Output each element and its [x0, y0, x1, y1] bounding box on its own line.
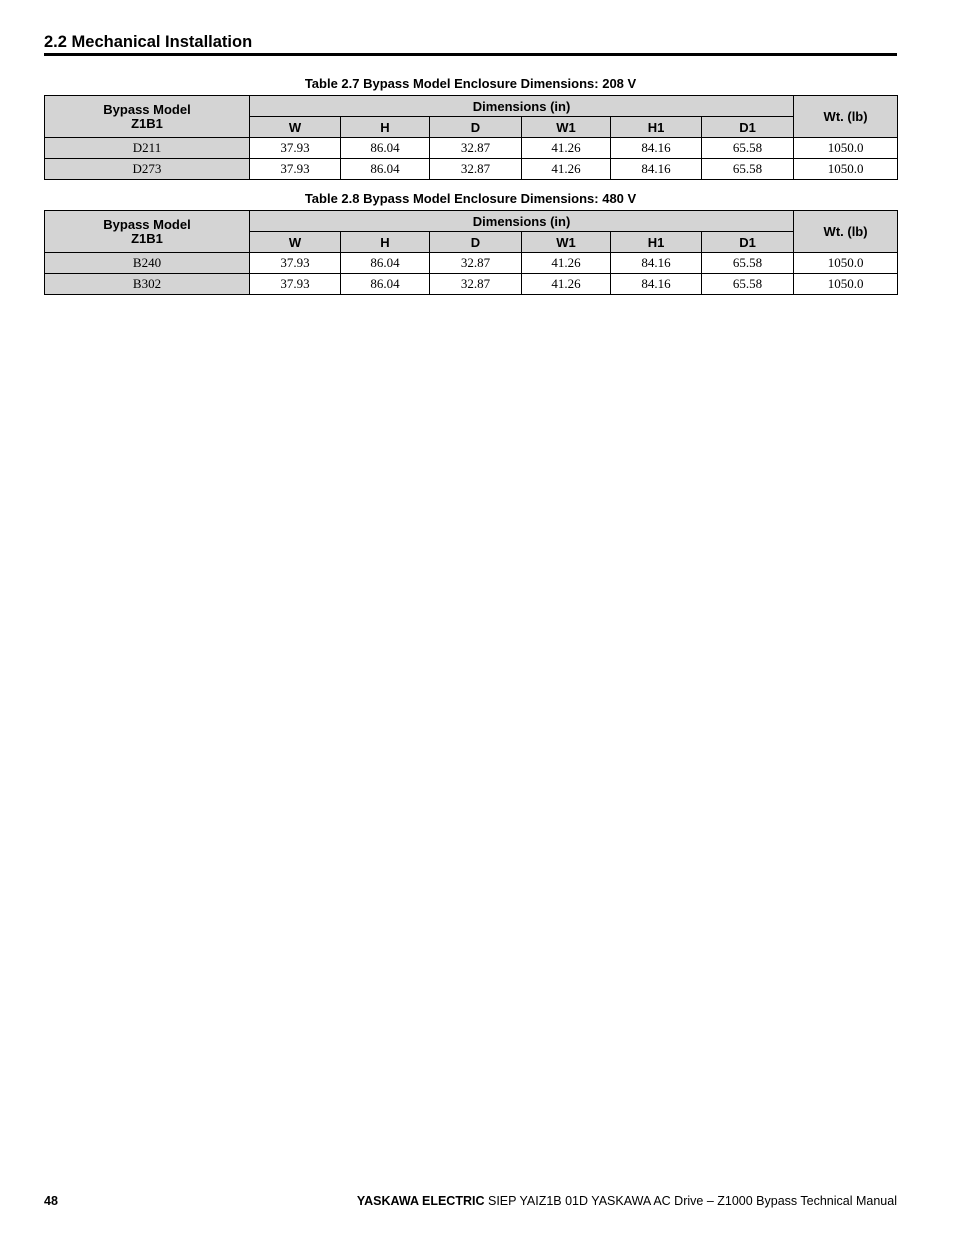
- cell-h1: 84.16: [611, 138, 702, 159]
- cell-w: 37.93: [250, 253, 341, 274]
- cell-w1: 41.26: [522, 138, 611, 159]
- cell-d1: 65.58: [702, 159, 794, 180]
- cell-h: 86.04: [341, 138, 430, 159]
- table-caption-2-8: Table 2.8 Bypass Model Enclosure Dimensions: 480 V: [304, 191, 637, 206]
- cell-h: 86.04: [341, 253, 430, 274]
- cell-w: 37.93: [250, 159, 341, 180]
- column-header-d1: D1: [702, 232, 794, 253]
- cell-weight: 1050.0: [794, 274, 898, 295]
- table-row: [45, 253, 898, 274]
- footer-brand: YASKAWA ELECTRIC: [356, 1194, 485, 1208]
- weight-header: Wt. (lb): [794, 96, 898, 138]
- dimensions-header: Dimensions (in): [250, 211, 794, 232]
- cell-w: 37.93: [250, 138, 341, 159]
- cell-w: 37.93: [250, 274, 341, 295]
- cell-h1: 84.16: [611, 253, 702, 274]
- table-row: [45, 138, 898, 159]
- cell-d: 32.87: [430, 253, 522, 274]
- cell-h1: 84.16: [611, 159, 702, 180]
- model-header-line1: Bypass Model: [103, 216, 191, 232]
- cell-d1: 65.58: [702, 253, 794, 274]
- column-header-h1: H1: [611, 117, 702, 138]
- cell-w1: 41.26: [522, 274, 611, 295]
- dimensions-table-480v: [44, 210, 898, 295]
- table-row: [45, 159, 898, 180]
- column-header-w1: W1: [522, 117, 611, 138]
- column-header-d: D: [430, 117, 522, 138]
- column-header-h: H: [341, 232, 430, 253]
- section-title: 2.2 Mechanical Installation: [44, 33, 253, 51]
- column-header-w: W: [250, 232, 341, 253]
- section-header: [44, 32, 897, 56]
- footer-doc-title: SIEP YAIZ1B 01D YASKAWA AC Drive – Z1000 Bypass Technical Manual: [487, 1194, 897, 1208]
- model-cell: D273: [45, 159, 250, 180]
- cell-d: 32.87: [430, 159, 522, 180]
- column-header-h: H: [341, 117, 430, 138]
- column-header-h1: H1: [611, 232, 702, 253]
- page-number: 48: [44, 1194, 58, 1208]
- model-header: [45, 211, 250, 253]
- cell-w1: 41.26: [522, 159, 611, 180]
- cell-d: 32.87: [430, 138, 522, 159]
- footer-doc-info: [357, 1193, 897, 1209]
- model-header-line1: Bypass Model: [103, 101, 191, 117]
- model-header-line2: Z1B1: [131, 230, 163, 246]
- cell-d1: 65.58: [702, 274, 794, 295]
- model-header: [45, 96, 250, 138]
- cell-d1: 65.58: [702, 138, 794, 159]
- cell-h: 86.04: [341, 274, 430, 295]
- cell-h1: 84.16: [611, 274, 702, 295]
- cell-weight: 1050.0: [794, 138, 898, 159]
- model-cell: B302: [45, 274, 250, 295]
- column-header-d: D: [430, 232, 522, 253]
- model-cell: B240: [45, 253, 250, 274]
- cell-w1: 41.26: [522, 253, 611, 274]
- model-header-line2: Z1B1: [131, 115, 163, 131]
- cell-weight: 1050.0: [794, 159, 898, 180]
- cell-weight: 1050.0: [794, 253, 898, 274]
- dimensions-header: Dimensions (in): [250, 96, 794, 117]
- column-header-w: W: [250, 117, 341, 138]
- dimensions-table-208v: [44, 95, 898, 180]
- weight-header: Wt. (lb): [794, 211, 898, 253]
- column-header-d1: D1: [702, 117, 794, 138]
- cell-d: 32.87: [430, 274, 522, 295]
- column-header-w1: W1: [522, 232, 611, 253]
- table-caption-2-7: Table 2.7 Bypass Model Enclosure Dimensions: 208 V: [304, 76, 637, 91]
- cell-h: 86.04: [341, 159, 430, 180]
- model-cell: D211: [45, 138, 250, 159]
- table-row: [45, 274, 898, 295]
